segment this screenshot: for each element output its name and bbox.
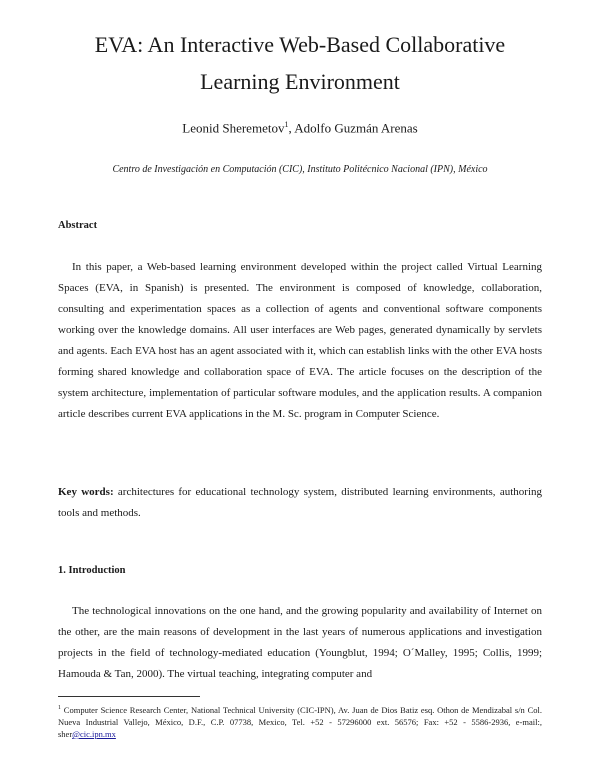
- introduction-text: The technological innovations on the one hand, and the growing popularity and availability of Internet on the other, are the main reasons of development in the last years of numerous applications and investigation projects in the field of technology-mediated education (Youngblut, 1994; O´Malley, 1995; Collis, 1999; Hamouda & Tan, 2000). The virtual teaching, integrating computer and: [58, 605, 542, 680]
- author-rest: , Adolfo Guzmán Arenas: [288, 120, 418, 136]
- author-first: Leonid Sheremetov: [182, 120, 285, 136]
- abstract-heading: Abstract: [58, 220, 98, 231]
- author-footnote-mark: 1: [284, 120, 289, 129]
- footnote-text: Computer Science Research Center, National Technical University (CIC-IPN), Av. Juan de Dios Batiz esq. Othon de Mendizabal s/n Col. Nueva Industrial Vallejo, México, D.F., C.P. 07738, Mexico, Tel. +52 - 57296000 ext. 56576; Fax: +52 - 5586-2936, e-mail:, sher: [58, 704, 542, 739]
- paper-title-line-2: Learning Environment: [200, 69, 400, 94]
- footnote-divider: [58, 696, 200, 697]
- paper-title: [40, 26, 560, 100]
- footnote-mark: 1: [58, 705, 61, 711]
- author-list: [40, 120, 560, 136]
- paper-title-line-1: EVA: An Interactive Web-Based Collaborative: [94, 32, 506, 57]
- introduction-heading: 1. Introduction: [58, 565, 126, 576]
- keywords-text: architectures for educational technology system, distributed learning environments, authoring tools and methods.: [58, 486, 542, 519]
- keywords-label: Key words:: [58, 486, 114, 498]
- abstract-text: In this paper, a Web-based learning environment developed within the project called Virtual Learning Spaces (EVA, in Spanish) is presented. The environment is composed of knowledge, collaboration, consulting and experimentation spaces as a collection of agents and conventional software components working over the knowledge domains. All user interfaces are Web pages, generated dynamically by servlets and agents. Each EVA host has an agent associated with it, which can establish links with the other EVA hosts forming shared knowledge and collaboration space of EVA. The article focuses on the description of the system architecture, implementation of particular software modules, and the application results. A companion article describes current EVA applications in the M. Sc. program in Computer Science.: [58, 261, 542, 420]
- affiliation: Centro de Investigación en Computación (CIC), Instituto Politécnico Nacional (IPN), México: [112, 164, 488, 175]
- footnote-email-link[interactable]: @cic.ipn.mx: [72, 728, 116, 739]
- keywords: [58, 482, 542, 524]
- footnote: [58, 702, 542, 740]
